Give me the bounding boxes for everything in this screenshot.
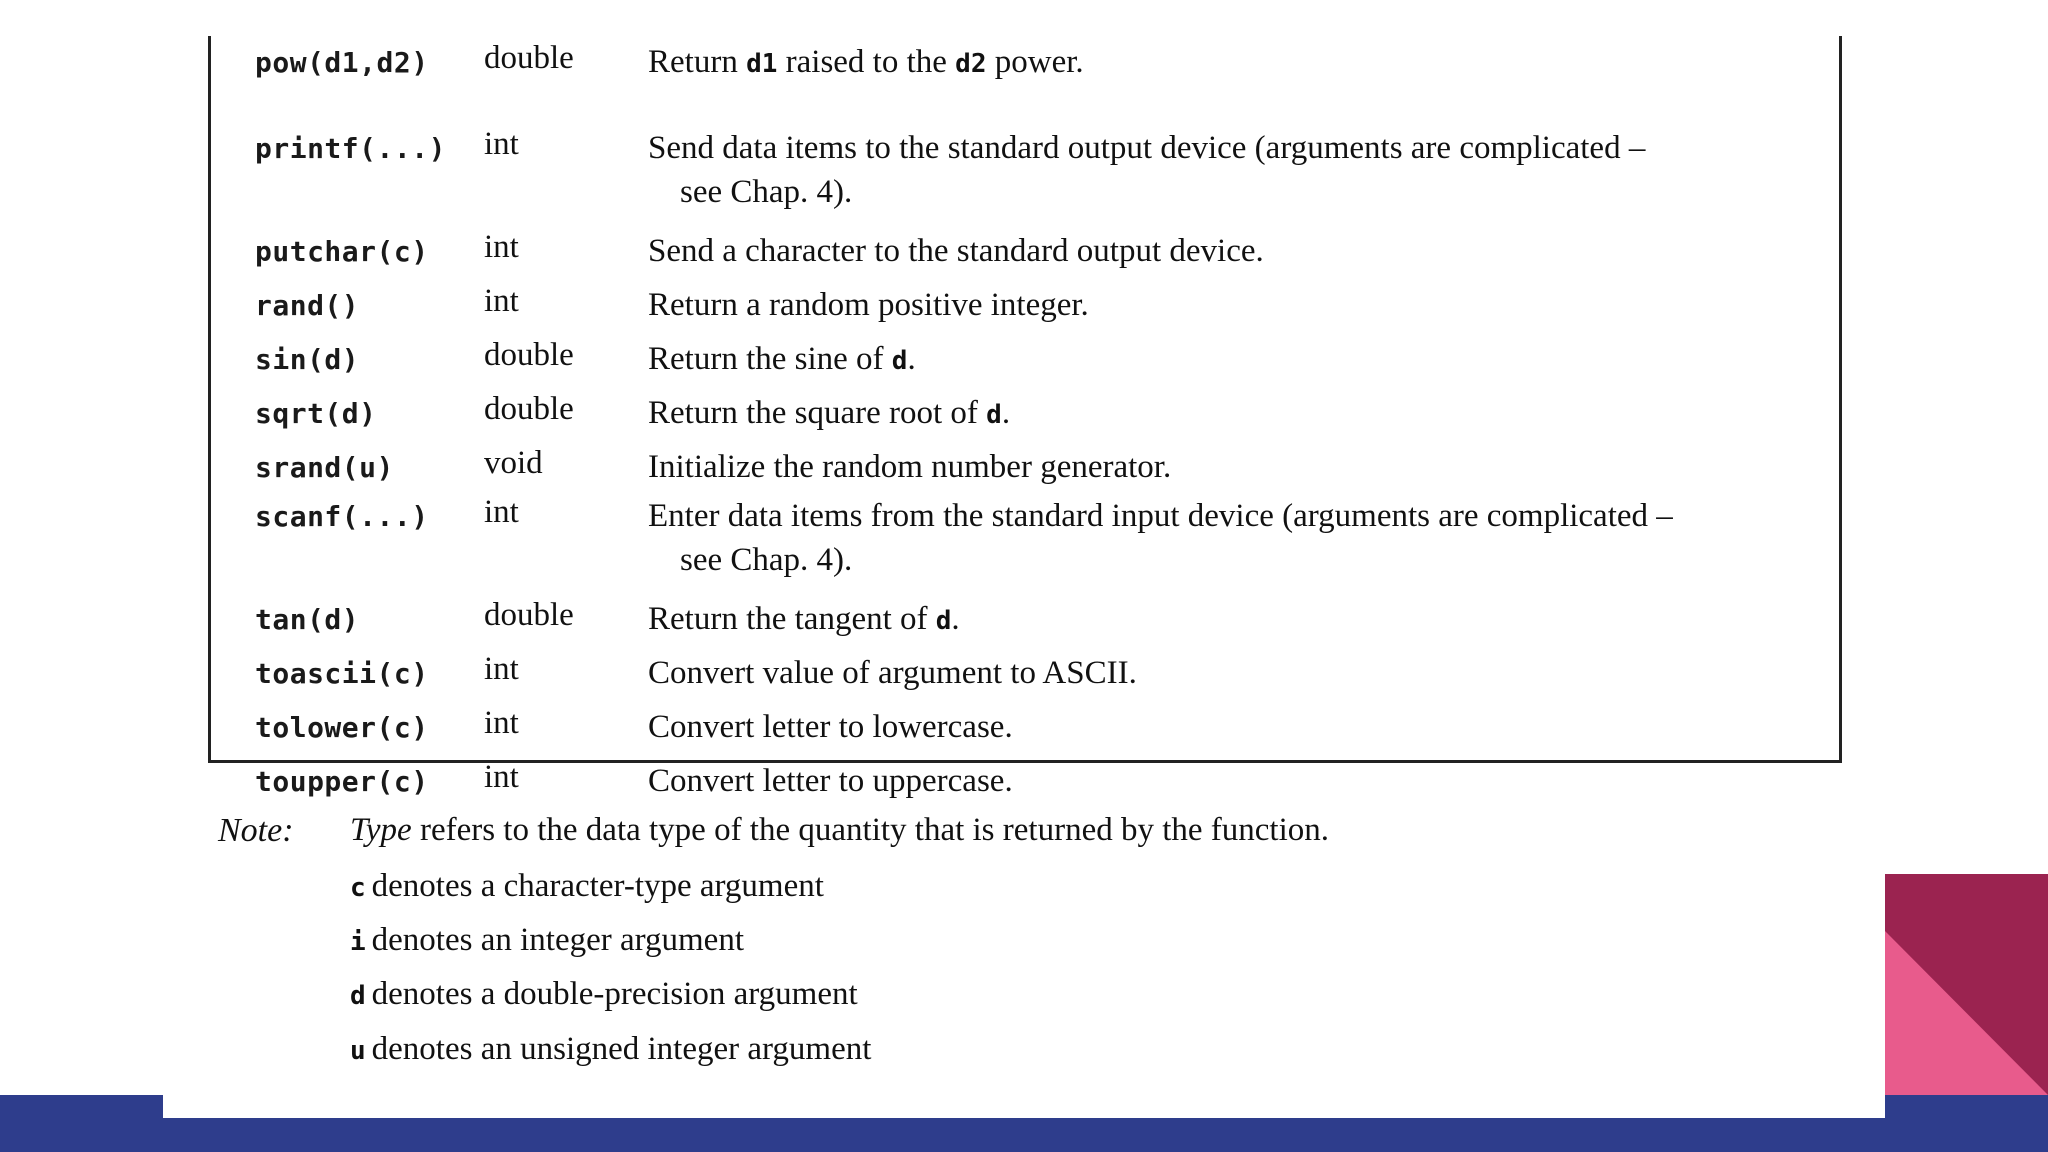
- return-type: int: [484, 494, 519, 530]
- function-description: Send a character to the standard output device.: [648, 233, 1264, 269]
- return-type: int: [484, 283, 519, 319]
- corner-decoration: [1885, 874, 2048, 1095]
- return-type: int: [484, 705, 519, 741]
- function-name: toascii(c): [255, 657, 429, 690]
- function-description: Initialize the random number generator.: [648, 449, 1172, 485]
- function-description: Convert letter to uppercase.: [648, 763, 1013, 799]
- function-table: [208, 36, 1842, 799]
- function-name: tan(d): [255, 603, 360, 636]
- function-description: Return the sine of d.: [648, 341, 916, 377]
- return-type: void: [484, 445, 543, 481]
- return-type: double: [484, 597, 574, 633]
- return-type: double: [484, 337, 574, 373]
- function-description: Enter data items from the standard input device (arguments are complicated – see Chap. 4).: [648, 498, 1673, 578]
- function-name: scanf(...): [255, 500, 429, 533]
- function-description: Convert letter to lowercase.: [648, 709, 1013, 745]
- note-item: c denotes a character-type argument: [350, 868, 824, 904]
- function-name: pow(d1,d2): [255, 46, 429, 79]
- return-type: double: [484, 40, 574, 76]
- function-description: Convert value of argument to ASCII.: [648, 655, 1137, 691]
- note-item: i denotes an integer argument: [350, 922, 745, 958]
- return-type: int: [484, 651, 519, 687]
- note-label: Note:: [218, 812, 294, 849]
- function-name: printf(...): [255, 132, 446, 165]
- function-name: putchar(c): [255, 235, 429, 268]
- note-type-line: Type refers to the data type of the quantity that is returned by the function.: [350, 812, 1329, 848]
- function-description: Send data items to the standard output device (arguments are complicated – see Chap. 4).: [648, 130, 1646, 210]
- function-name: srand(u): [255, 451, 394, 484]
- return-type: int: [484, 126, 519, 162]
- content-strip: [163, 1095, 1885, 1118]
- function-name: tolower(c): [255, 711, 429, 744]
- function-name: sin(d): [255, 343, 360, 376]
- function-description: Return a random positive integer.: [648, 287, 1089, 323]
- function-name: sqrt(d): [255, 397, 377, 430]
- function-name: toupper(c): [255, 765, 429, 798]
- return-type: int: [484, 229, 519, 265]
- note-item: d denotes a double-precision argument: [350, 976, 858, 1012]
- function-description: Return the square root of d.: [648, 395, 1011, 431]
- function-description: Return the tangent of d.: [648, 601, 960, 637]
- function-description: Return d1 raised to the d2 power.: [648, 44, 1084, 80]
- note-item: u denotes an unsigned integer argument: [350, 1031, 872, 1067]
- function-name: rand(): [255, 289, 360, 322]
- return-type: int: [484, 759, 519, 795]
- return-type: double: [484, 391, 574, 427]
